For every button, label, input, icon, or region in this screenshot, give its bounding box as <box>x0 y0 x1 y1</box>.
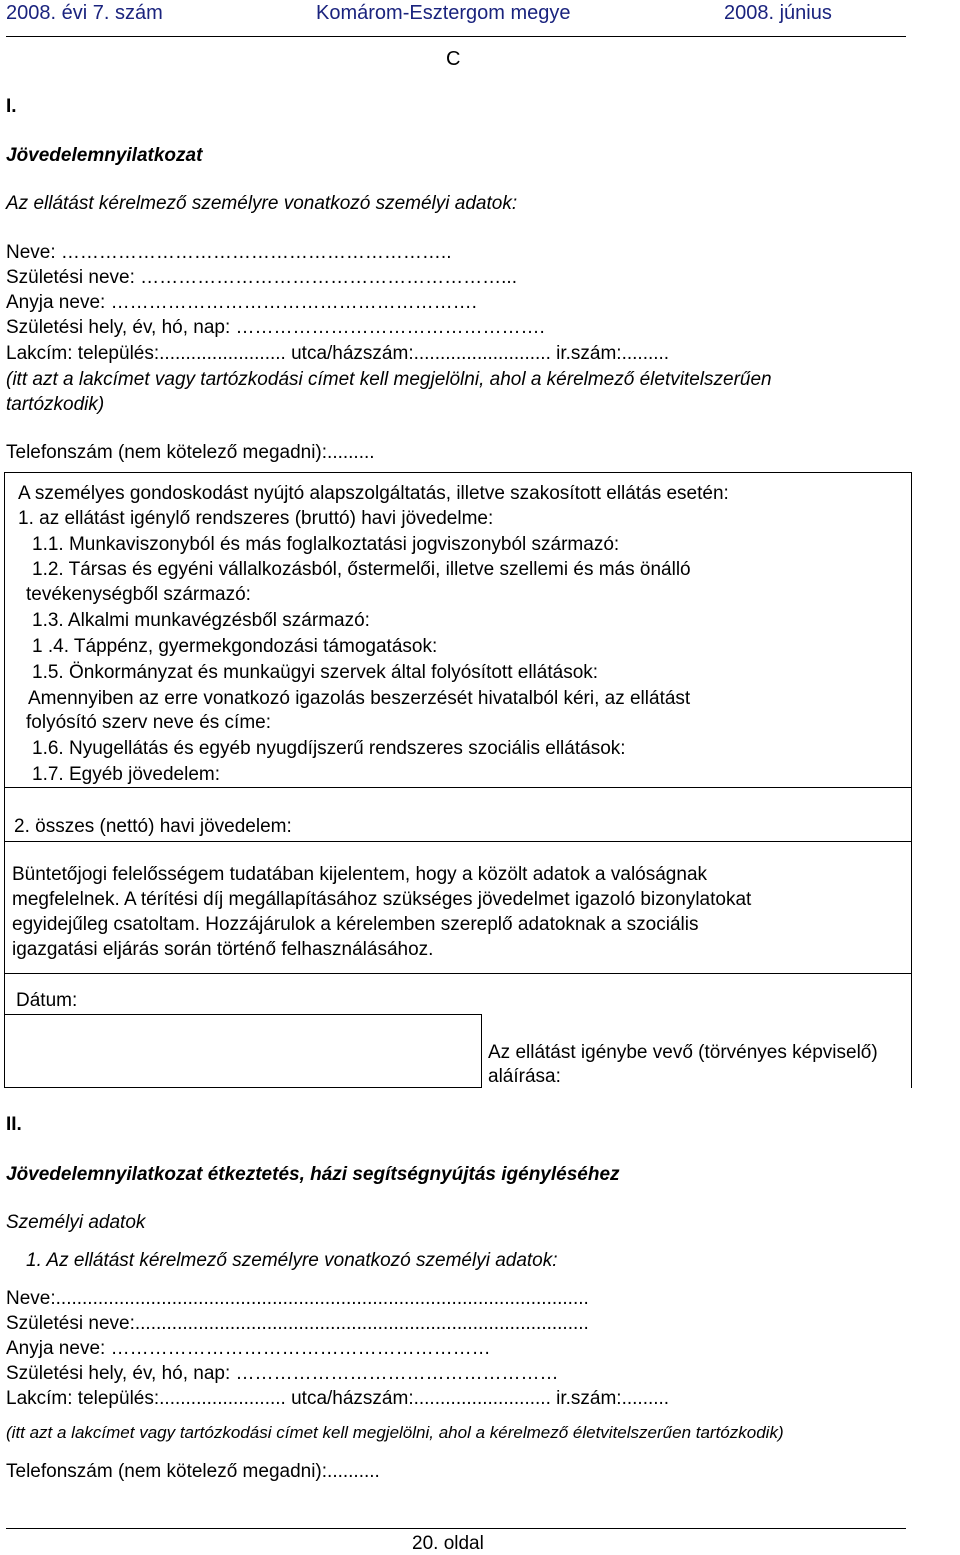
income-item: 1.3. Alkalmi munkavégzésből származó: <box>32 610 370 631</box>
part2-subtitle: 1. Az ellátást kérelmező személyre vonatkozó személyi adatok: <box>26 1250 558 1271</box>
service-section-title: A személyes gondoskodást nyújtó alapszolgáltatás, illetve szakosított ellátás esetén: <box>18 483 729 504</box>
part2-roman: II. <box>6 1114 22 1135</box>
part1-roman: I. <box>6 96 17 117</box>
field-birth-place-date: Születési hely, év, hó, nap: …………………………………………… <box>6 1363 559 1384</box>
page-header <box>0 0 912 36</box>
footer-rule <box>6 1528 906 1529</box>
declaration-line: egyidejűleg csatoltam. Hozzájárulok a kérelemben szereplő adatoknak a szociális <box>12 914 699 935</box>
signature-label-line1: Az ellátást igénybe vevő (törvényes képviselő) <box>488 1042 878 1063</box>
income-item: 1.7. Egyéb jövedelem: <box>32 764 221 785</box>
address-note: (itt azt a lakcímet vagy tartózkodási címet kell megjelölni, ahol a kérelmező életvitelszerűen tartózkodik) <box>6 1423 784 1442</box>
field-name: Neve:..................................................................................................... <box>6 1288 589 1309</box>
income-item: Amennyiben az erre vonatkozó igazolás beszerzését hivatalból kéri, az ellátást <box>28 688 691 709</box>
declaration-line: igazgatási eljárás során történő felhasználásához. <box>12 939 434 960</box>
field-birth-name: Születési neve: …………………………………………………... <box>6 267 517 288</box>
date-box <box>4 974 912 1014</box>
address-note-line2: tartózkodik) <box>6 394 105 415</box>
declaration-line: Büntetőjogi felelősségem tudatában kijelentem, hogy a közölt adatok a valóságnak <box>12 864 708 885</box>
address-note-line1: (itt azt a lakcímet vagy tartózkodási címet kell megjelölni, ahol a kérelmező életvitelszerűen <box>6 369 772 390</box>
header-rule <box>6 36 906 37</box>
field-name: Neve: …………………………………………………….. <box>6 242 452 263</box>
part2-title: Jövedelemnyilatkozat étkeztetés, házi segítségnyújtás igényléséhez <box>6 1164 620 1185</box>
income-item: 1 .4. Táppénz, gyermekgondozási támogatások: <box>32 636 438 657</box>
income-item: folyósító szerv neve és címe: <box>26 712 271 733</box>
county-label: Komárom-Esztergom megye <box>316 2 571 24</box>
net-income-label: 2. összes (nettó) havi jövedelem: <box>14 816 292 837</box>
income-item: tevékenységből származó: <box>26 584 251 605</box>
declaration-line: megfelelnek. A térítési díj megállapításához szükséges jövedelmet igazoló bizonylatokat <box>12 889 752 910</box>
field-birth-name: Születési neve:...................................................................................... <box>6 1313 589 1334</box>
issue-label: 2008. évi 7. szám <box>6 2 163 24</box>
signature-label-line2: aláírása: <box>488 1066 561 1087</box>
field-mother-name: Anyja neve: …………………………………………………… <box>6 1338 491 1359</box>
field-address: Lakcím: település:........................ utca/házszám:.......................... ir.szám:......... <box>6 1388 670 1409</box>
income-item: 1.6. Nyugellátás és egyéb nyugdíjszerű rendszeres szociális ellátások: <box>32 738 626 759</box>
field-phone: Telefonszám (nem kötelező megadni):.......... <box>6 1461 380 1482</box>
field-phone: Telefonszám (nem kötelező megadni):......... <box>6 442 375 463</box>
income-item: 1.5. Önkormányzat és munkaügyi szervek által folyósított ellátások: <box>32 662 599 683</box>
income-heading: 1. az ellátást igénylő rendszeres (bruttó) havi jövedelme: <box>18 508 494 529</box>
date-label: 2008. június <box>724 2 832 24</box>
field-mother-name: Anyja neve: …………………………………………………. <box>6 292 477 313</box>
annex-letter: C <box>446 48 461 70</box>
income-item: 1.2. Társas és egyéni vállalkozásból, őstermelői, illetve szellemi és más önálló <box>32 559 691 580</box>
field-address: Lakcím: település:........................ utca/házszám:.......................... ir.szám:......... <box>6 343 670 364</box>
date-field-label: Dátum: <box>16 990 78 1011</box>
part2-personal-label: Személyi adatok <box>6 1212 146 1233</box>
field-birth-place-date: Születési hely, év, hó, nap: …………………………………………. <box>6 317 545 338</box>
income-item: 1.1. Munkaviszonyból és más foglalkoztatási jogviszonyból származó: <box>32 534 620 555</box>
page-number: 20. oldal <box>412 1533 484 1554</box>
date-value-box <box>4 1014 482 1088</box>
part1-subtitle: Az ellátást kérelmező személyre vonatkozó személyi adatok: <box>6 193 518 214</box>
part1-title: Jövedelemnyilatkozat <box>6 145 203 166</box>
